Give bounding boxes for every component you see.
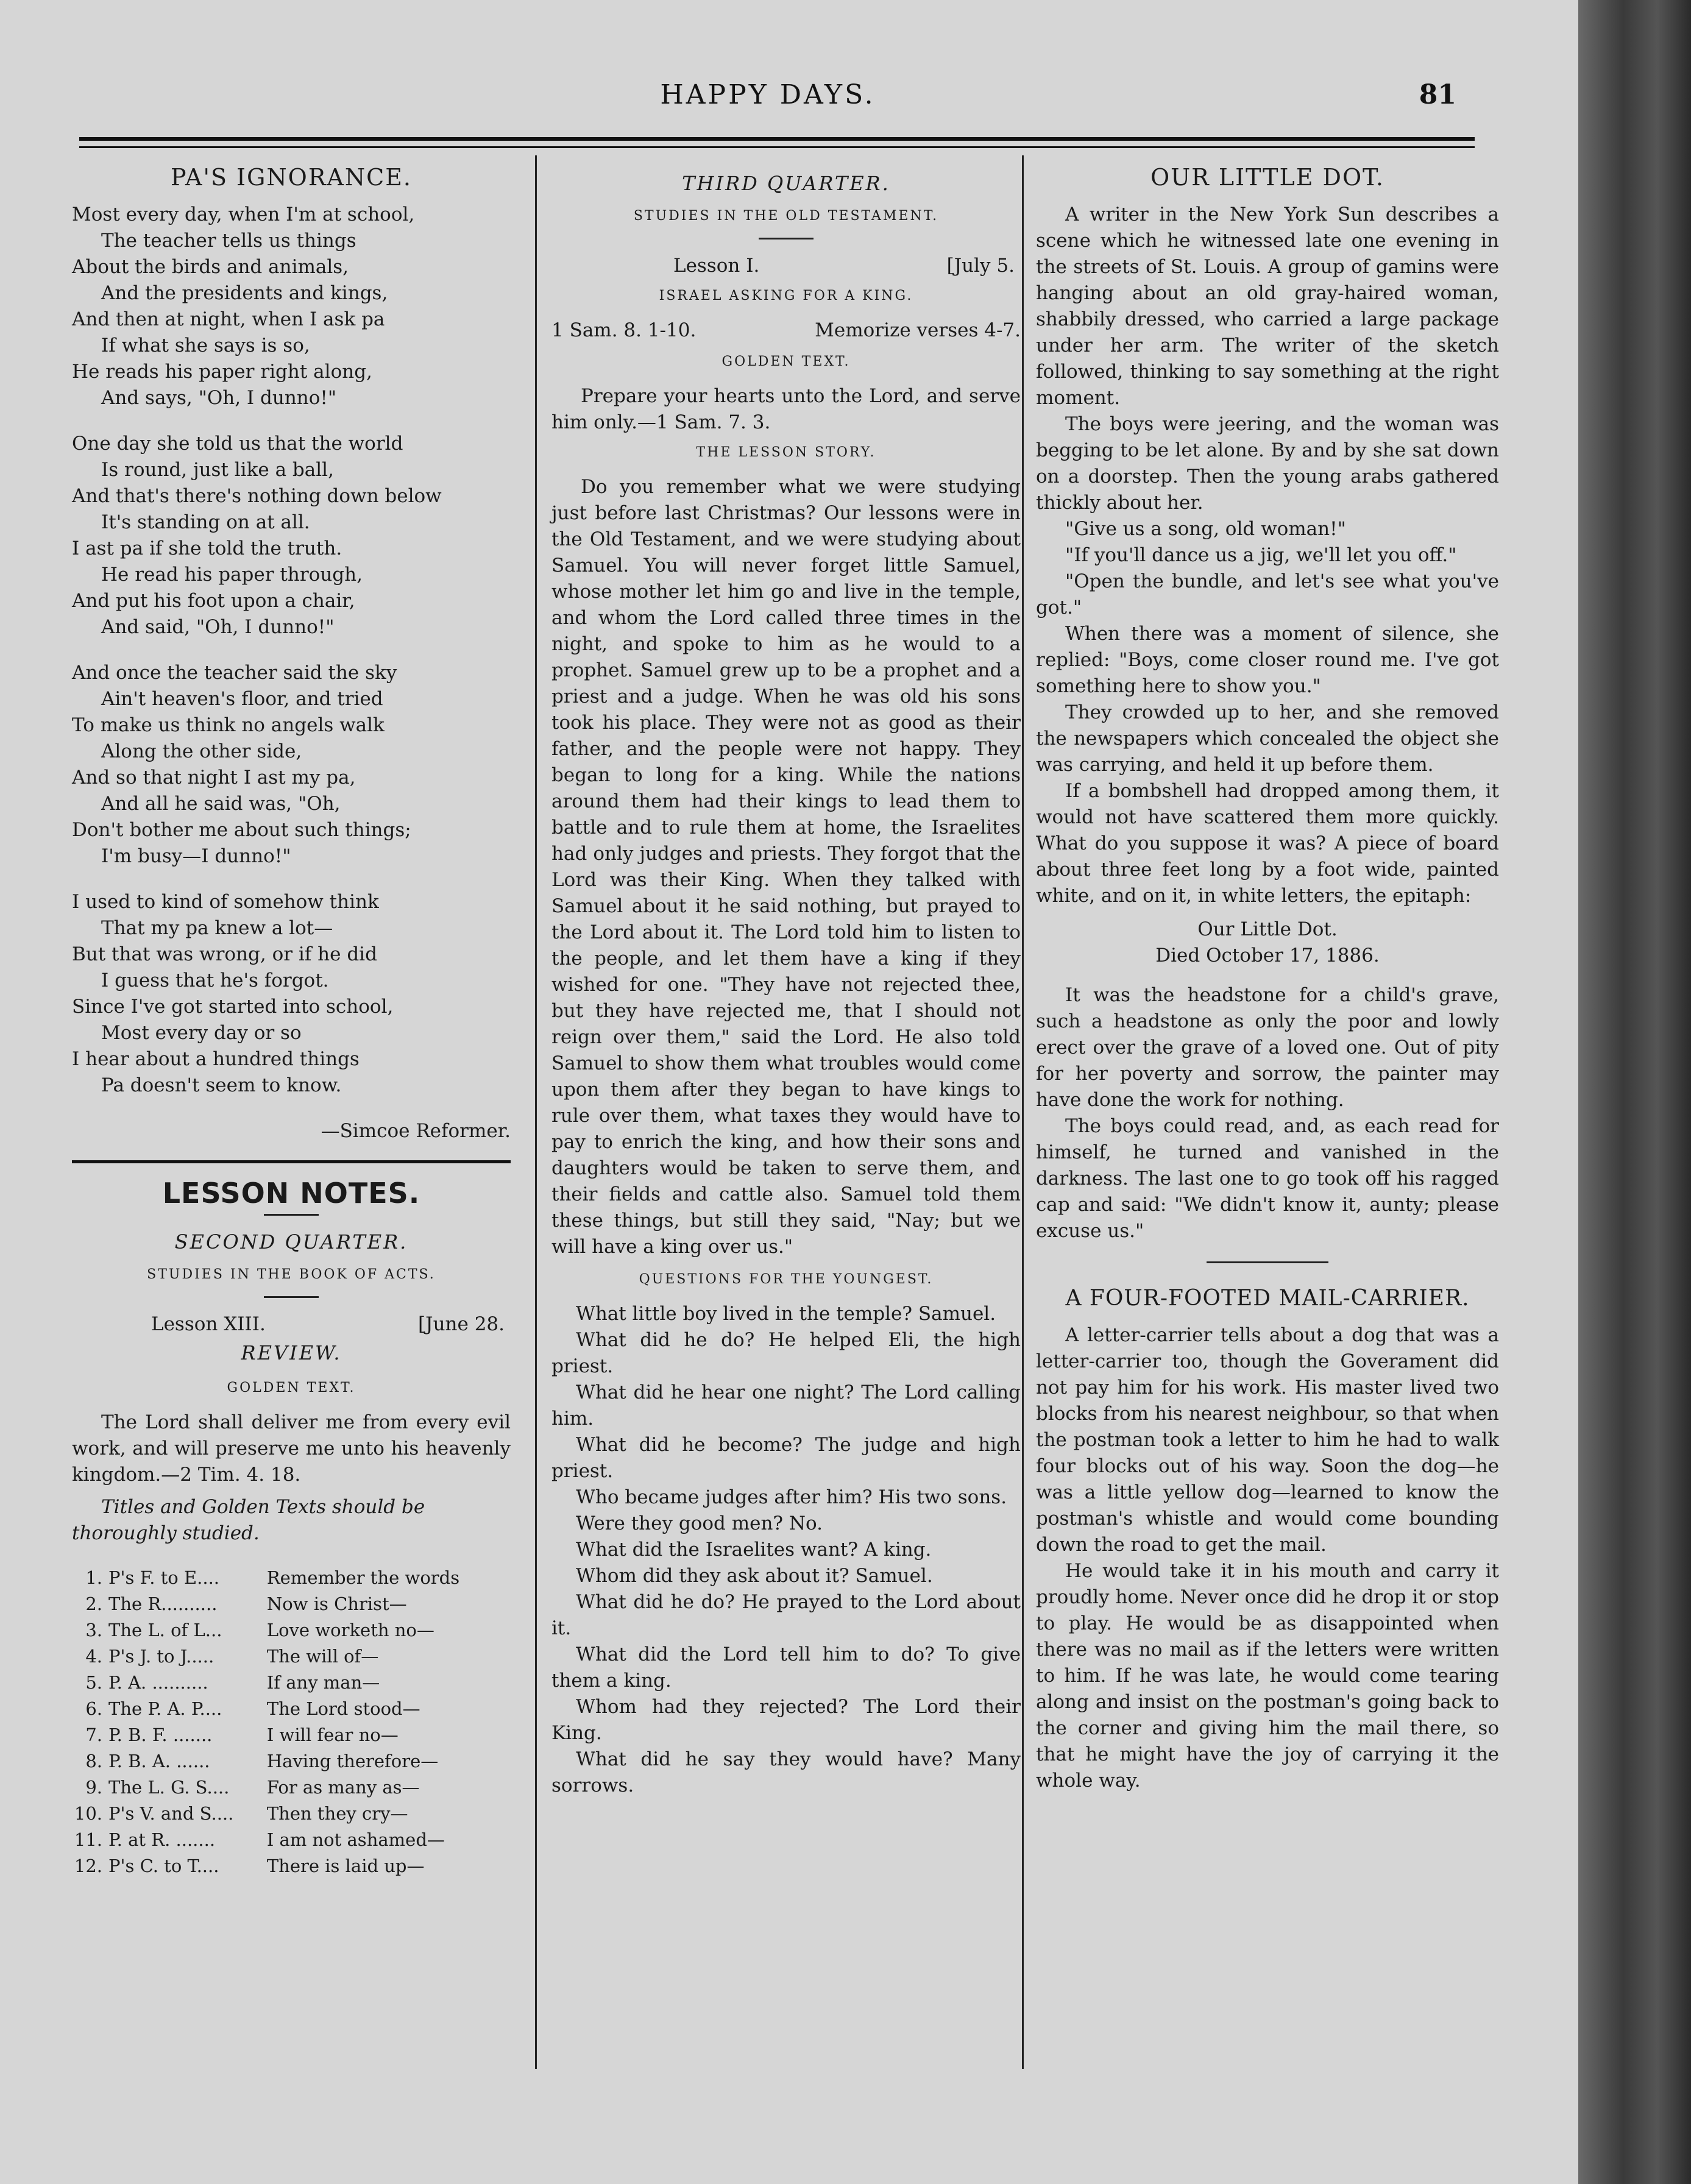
golden-text-label: GOLDEN TEXT. [227, 1380, 356, 1395]
poem-line: But that was wrong, or if he did [72, 943, 377, 965]
poem-credit: —Simcoe Reformer. [321, 1120, 511, 1142]
column-middle [551, 165, 1021, 1799]
paragraph: It was the headstone for a child's grave, such a headstone as only the poor and lowly erect over the grave of a loved one. Out of pity for her poverty and sorrow, the painter may have done the work for nothing. [1036, 984, 1499, 1111]
table-row [72, 1591, 511, 1617]
page-number: 81 [1419, 79, 1456, 110]
poem-line: And all he said was, "Oh, [101, 793, 341, 815]
paragraph: "Open the bundle, and let's see what you've got." [1036, 570, 1499, 619]
epitaph-name: Our Little Dot. [1197, 918, 1338, 940]
question-answer: What did he do? He prayed to the Lord about it. [551, 1591, 1021, 1639]
scripture-ref: 1 Sam. 8. 1-10. [551, 319, 697, 341]
question-answer: Whom had they rejected? The Lord their King. [551, 1696, 1021, 1744]
lesson-line [551, 253, 1021, 279]
lesson-title-abbr: P's J. to J..... [108, 1646, 214, 1667]
third-quarter-heading: THIRD QUARTER. [682, 172, 890, 195]
lesson-line [72, 1311, 511, 1338]
row-number: 9. [85, 1777, 102, 1798]
lesson-story: Do you remember what we were studying just before last Christmas? Our lessons were in the Old Testament, and we were studying about Samuel. You will never forget little Samuel, whose mother let him go and live in the temple, and whom the Lord called three times in the night, and spoke to him as he would to a prophet. Samuel grew up to be a prophet and a priest and a judge. When he was old his sons took his place. They were not as good as their father, and the people were not happy. They began to long for a king. While the nations around them had their kings to lead them to battle and to rule them at home, the Israelites had only judges and priests. They forgot that the Lord was their King. When they talked with Samuel about it he said nothing, but prayed to the Lord about it. The Lord told him to listen to the people, and let them have a king if they wished for one. "They have not rejected thee, but they have rejected me, that I should not reign over them," said the Lord. He also told Samuel to show them what troubles would come upon them after they began to have kings to rule over them, what taxes they would have to pay to enrich the king, and how their sons and daughters would be taken to serve them, and their fields and cattle also. Samuel told them these things, but still they said, "Nay; but we will have a king over us." [551, 476, 1021, 1258]
question-answer: Whom did they ask about it? Samuel. [576, 1565, 933, 1587]
question-answer: What did the Lord tell him to do? To give them a king. [551, 1643, 1021, 1692]
golden-text-start: The will of— [266, 1646, 379, 1667]
poem-line: And said, "Oh, I dunno!" [101, 616, 335, 638]
paragraph: They crowded up to her, and she removed the newspapers which concealed the object she was carrying, and held it up before them. [1036, 701, 1499, 776]
table-row [72, 1722, 511, 1748]
poem-line: And the presidents and kings, [101, 282, 388, 304]
lesson-title-abbr: P's V. and S.... [108, 1803, 234, 1824]
golden-text-start: Remember the words [266, 1567, 460, 1588]
poem-stanza [72, 431, 511, 640]
golden-text-start: I am not ashamed— [266, 1829, 445, 1850]
poem-line: If what she says is so, [101, 335, 310, 356]
question-answer: What did he do? He helped Eli, the high priest. [551, 1329, 1021, 1377]
table-row [72, 1801, 511, 1827]
question-answer: What little boy lived in the temple? Samuel. [576, 1303, 996, 1325]
poem-body [72, 202, 511, 1099]
row-number: 12. [74, 1856, 102, 1876]
lesson-title-abbr: The L. G. S.... [108, 1777, 230, 1798]
poem-line: And then at night, when I ask pa [72, 308, 385, 330]
question-answer: What did he become? The judge and high priest. [551, 1434, 1021, 1482]
golden-text-start: For as many as— [266, 1777, 420, 1798]
lesson-date: [June 28. [418, 1313, 505, 1335]
table-row [72, 1696, 511, 1722]
lesson-date: [July 5. [946, 255, 1015, 277]
poem-line: To make us think no angels walk [72, 714, 385, 736]
golden-text-start: There is laid up— [266, 1856, 425, 1876]
poem-line: I'm busy—I dunno!" [101, 845, 291, 867]
paragraph: When there was a moment of silence, she replied: "Boys, come closer round me. I've got something here to show you." [1036, 623, 1499, 697]
column-divider [535, 155, 537, 2069]
lesson-title-abbr: P. at R. ....... [108, 1829, 216, 1850]
paragraph: The boys could read, and, as each read for himself, he turned and vanished in the darkness. The last one to go took off his ragged cap and said: "We didn't know it, aunty; please excuse us." [1036, 1115, 1499, 1242]
row-number: 4. [85, 1646, 102, 1667]
article-body [1036, 202, 1499, 909]
poem-line: He reads his paper right along, [72, 361, 372, 383]
row-number: 11. [74, 1829, 102, 1850]
table-row [72, 1617, 511, 1643]
article-body [1036, 1322, 1499, 1794]
table-row [72, 1670, 511, 1696]
epitaph-date: Died October 17, 1886. [1155, 945, 1380, 966]
golden-text-label: GOLDEN TEXT. [721, 354, 851, 369]
masthead-rule [79, 137, 1475, 141]
paragraph: A letter-carrier tells about a dog that was a letter-carrier too, though the Goverament did not pay him for his work. His master lived two blocks from his nearest neighbour, so that when the postman took a letter to him he had to walk four blocks out of his way. Soon the dog—he was a little yellow dog—learned to know the postman's whistle and would come bounding down the road to get the mail. [1036, 1324, 1499, 1556]
divider [264, 1214, 319, 1216]
studies-subheading: STUDIES IN THE BOOK OF ACTS. [147, 1267, 436, 1282]
poem-line: And says, "Oh, I dunno!" [101, 387, 337, 409]
table-row [72, 1748, 511, 1774]
table-row [72, 1774, 511, 1801]
lesson-title-abbr: P. A. .......... [108, 1672, 208, 1693]
study-note: Titles and Golden Texts should be thoroughly studied. [72, 1496, 425, 1544]
lesson-title-abbr: P's C. to T.... [108, 1856, 219, 1876]
masthead [79, 79, 1456, 116]
masthead-rule-thin [79, 146, 1475, 148]
column-left [72, 165, 511, 1879]
paragraph: "If you'll dance us a jig, we'll let you off." [1065, 544, 1457, 566]
golden-text-start: Then they cry— [266, 1803, 408, 1824]
poem-line: The teacher tells us things [101, 230, 356, 252]
article-title: A FOUR-FOOTED MAIL-CARRIER. [1065, 1286, 1470, 1311]
lesson-number: Lesson I. [673, 255, 760, 277]
masthead-title: HAPPY DAYS. [660, 79, 876, 110]
questions-label: QUESTIONS FOR THE YOUNGEST. [639, 1272, 934, 1287]
table-row [72, 1827, 511, 1853]
quarter-heading: SECOND QUARTER. [174, 1230, 408, 1253]
article-body-continued [1036, 982, 1499, 1244]
golden-text-start: The Lord stood— [266, 1698, 420, 1719]
question-answer: Who became judges after him? His two sons. [576, 1486, 1007, 1508]
poem-line: I guess that he's forgot. [101, 970, 329, 991]
lesson-subject: ISRAEL ASKING FOR A KING. [659, 288, 913, 303]
poem-line: About the birds and animals, [72, 256, 349, 278]
question-answer: What did he say they would have? Many sorrows. [551, 1748, 1021, 1796]
poem-line: And put his foot upon a chair, [72, 590, 355, 612]
poem-line: I hear about a hundred things [72, 1048, 360, 1070]
lesson-title-abbr: P. B. A. ...... [108, 1751, 210, 1771]
lesson-title-abbr: The P. A. P.... [108, 1698, 222, 1719]
row-number: 7. [85, 1725, 102, 1745]
poem-line: Most every day or so [101, 1022, 302, 1044]
memorize-verses: Memorize verses 4-7. [815, 319, 1021, 341]
lesson-story-label: THE LESSON STORY. [696, 445, 876, 460]
paragraph: "Give us a song, old woman!" [1065, 518, 1346, 540]
poem-line: Don't bother me about such things; [72, 819, 411, 841]
scripture-reference [551, 317, 1021, 344]
poem-line: And that's there's nothing down below [72, 485, 442, 507]
golden-text-start: Love worketh no— [266, 1620, 434, 1640]
poem-line: One day she told us that the world [72, 433, 403, 455]
poem-line: Along the other side, [101, 740, 302, 762]
row-number: 5. [85, 1672, 102, 1693]
lesson-title-abbr: The L. of L... [108, 1620, 222, 1640]
lesson-title-abbr: The R.......... [108, 1594, 218, 1614]
row-number: 6. [85, 1698, 102, 1719]
studies-subheading: STUDIES IN THE OLD TESTAMENT. [633, 208, 939, 224]
poem-line: And once the teacher said the sky [72, 662, 397, 684]
page-binding-edge [1578, 0, 1691, 2184]
article-title: OUR LITTLE DOT. [1150, 164, 1385, 191]
poem-line: And so that night I ast my pa, [72, 767, 356, 789]
row-number: 1. [85, 1567, 102, 1588]
paragraph: If a bombshell had dropped among them, it would not have scattered them more quickly. What do you suppose it was? A piece of board about three feet long by a foot wide, painted white, and on it, in white letters, the epitaph: [1036, 780, 1499, 907]
poem-line: It's standing on at all. [101, 511, 310, 533]
poem-line: I ast pa if she told the truth. [72, 537, 342, 559]
divider [759, 238, 814, 239]
lesson-title-abbr: P. B. F. ....... [108, 1725, 213, 1745]
poem-line: Since I've got started into school, [72, 996, 394, 1018]
row-number: 3. [85, 1620, 102, 1640]
row-number: 2. [85, 1594, 102, 1614]
row-number: 10. [74, 1803, 102, 1824]
question-answer: Were they good men? No. [576, 1512, 823, 1534]
paragraph: A writer in the New York Sun describes a scene which he witnessed late one evening in the streets of St. Louis. A group of gamins were hanging about an old gray-haired woman, shabbily dressed, who carried a large package under her arm. The writer of the sketch followed, thinking to say something at the right moment. [1036, 204, 1499, 409]
divider [1207, 1261, 1328, 1263]
column-right [1036, 165, 1499, 1794]
golden-text: The Lord shall deliver me from every evil work, and will preserve me unto his heavenly kingdom.—2 Tim. 4. 18. [72, 1411, 511, 1486]
poem-line: He read his paper through, [101, 564, 363, 586]
poem-line: Is round, just like a ball, [101, 459, 334, 481]
poem-line: Pa doesn't seem to know. [101, 1074, 342, 1096]
divider [264, 1296, 319, 1298]
titles-table [72, 1565, 511, 1879]
golden-text-start: I will fear no— [266, 1725, 399, 1745]
golden-text-start: Now is Christ— [266, 1594, 407, 1614]
lesson-title-abbr: P's F. to E.... [108, 1567, 220, 1588]
golden-text-start: Having therefore— [266, 1751, 439, 1771]
poem-line: I used to kind of somehow think [72, 891, 379, 913]
poem-stanza [72, 202, 511, 411]
poem-stanza [72, 889, 511, 1099]
poem-title: PA'S IGNORANCE. [170, 164, 413, 191]
table-row [72, 1565, 511, 1591]
table-row [72, 1853, 511, 1879]
questions-list [551, 1301, 1021, 1799]
epitaph [1036, 916, 1499, 969]
paragraph: The boys were jeering, and the woman was begging to be let alone. By and by she sat down on a doorstep. Then the young arabs gathered thickly about her. [1036, 413, 1499, 514]
paragraph: He would take it in his mouth and carry it proudly home. Never once did he drop it or stop to play. He would be as disappointed when there was no mail as if the letters were written to him. If he was late, he would come tearing along and insist on the postman's going back to the corner and giving him the mail there, so that he might have the joy of carrying it the whole way. [1036, 1560, 1499, 1792]
poem-line: That my pa knew a lot— [101, 917, 333, 939]
table-row [72, 1643, 511, 1670]
question-answer: What did he hear one night? The Lord calling him. [551, 1381, 1021, 1430]
lesson-number: Lesson XIII. [151, 1313, 266, 1335]
lesson-notes-heading: LESSON NOTES. [162, 1177, 420, 1210]
golden-text-start: If any man— [266, 1672, 380, 1693]
row-number: 8. [85, 1751, 102, 1771]
poem-line: Most every day, when I'm at school, [72, 204, 415, 225]
poem-stanza [72, 660, 511, 870]
column-divider [1022, 155, 1024, 2069]
golden-text: Prepare your hearts unto the Lord, and serve him only.—1 Sam. 7. 3. [551, 385, 1021, 433]
section-rule [72, 1160, 511, 1163]
review-heading: REVIEW. [241, 1341, 342, 1364]
question-answer: What did the Israelites want? A king. [576, 1539, 932, 1561]
poem-line: Ain't heaven's floor, and tried [101, 688, 383, 710]
